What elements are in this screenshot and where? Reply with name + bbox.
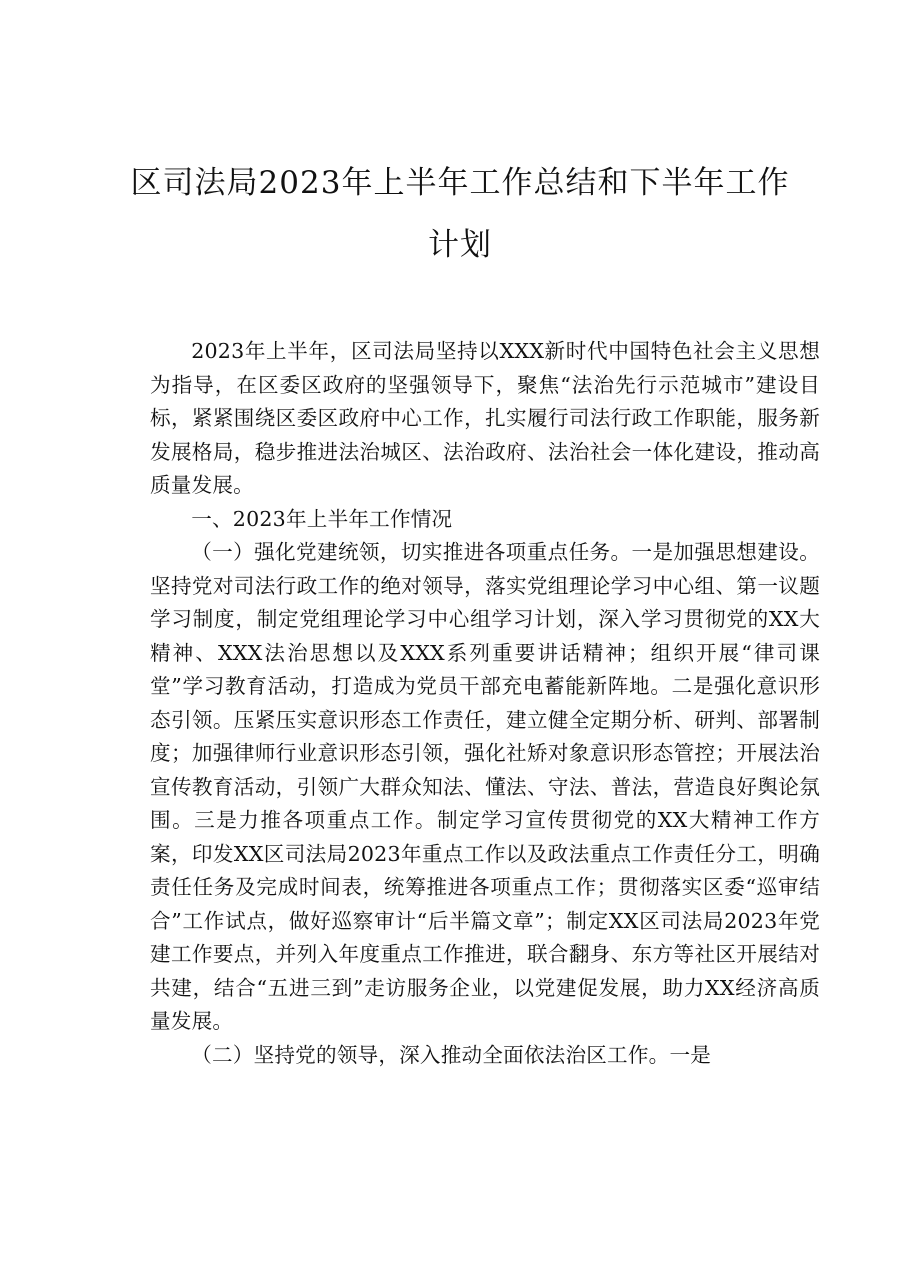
paragraph-intro: 2023年上半年，区司法局坚持以XXX新时代中国特色社会主义思想为指导，在区委区政府的坚强领导下，聚焦“法治先行示范城市”建设目标，紧紧围绕区委区政府中心工作，扎实履行司法行政工作职能，服务新发展格局，稳步推进法治城区、法治政府、法治社会一体化建设，推动高质量发展。 (150, 339, 820, 497)
paragraph-section-1: （一）强化党建统领，切实推进各项重点任务。一是加强思想建设。坚持党对司法行政工作的绝对领导，落实党组理论学习中心组、第一议题学习制度，制定党组理论学习中心组学习计划，深入学习贯彻党的XX大精神、XXX法治思想以及XXX系列重要讲话精神；组织开展“律司课堂”学习教育活动，打造成为党员干部充电蓄能新阵地。二是强化意识形态引领。压紧压实意识形态工作责任，建立健全定期分析、研判、部署制度；加强律师行业意识形态引领，强化社矫对象意识形态管控；开展法治宣传教育活动，引领广大群众知法、懂法、守法、普法，营造良好舆论氛围。三是力推各项重点工作。制定学习宣传贯彻党的XX大精神工作方案，印发XX区司法局2023年重点工作以及政法重点工作责任分工，明确责任任务及完成时间表，统筹推进各项重点工作；贯彻落实区委“巡审结合”工作试点，做好巡察审计“后半篇文章”；制定XX区司法局2023年党建工作要点，并列入年度重点工作推进，联合翻身、东方等社区开展结对共建，结合“五进三到”走访服务企业，以党建促发展，助力XX经济高质量发展。 (150, 540, 820, 1033)
paragraph-section-2: （二）坚持党的领导，深入推动全面依法治区工作。一是 (191, 1042, 712, 1067)
section-heading: 一、2023年上半年工作情况 (191, 506, 453, 531)
document-title: 区司法局2023年上半年工作总结和下半年工作计划 (130, 165, 790, 263)
document-body (150, 335, 820, 1072)
